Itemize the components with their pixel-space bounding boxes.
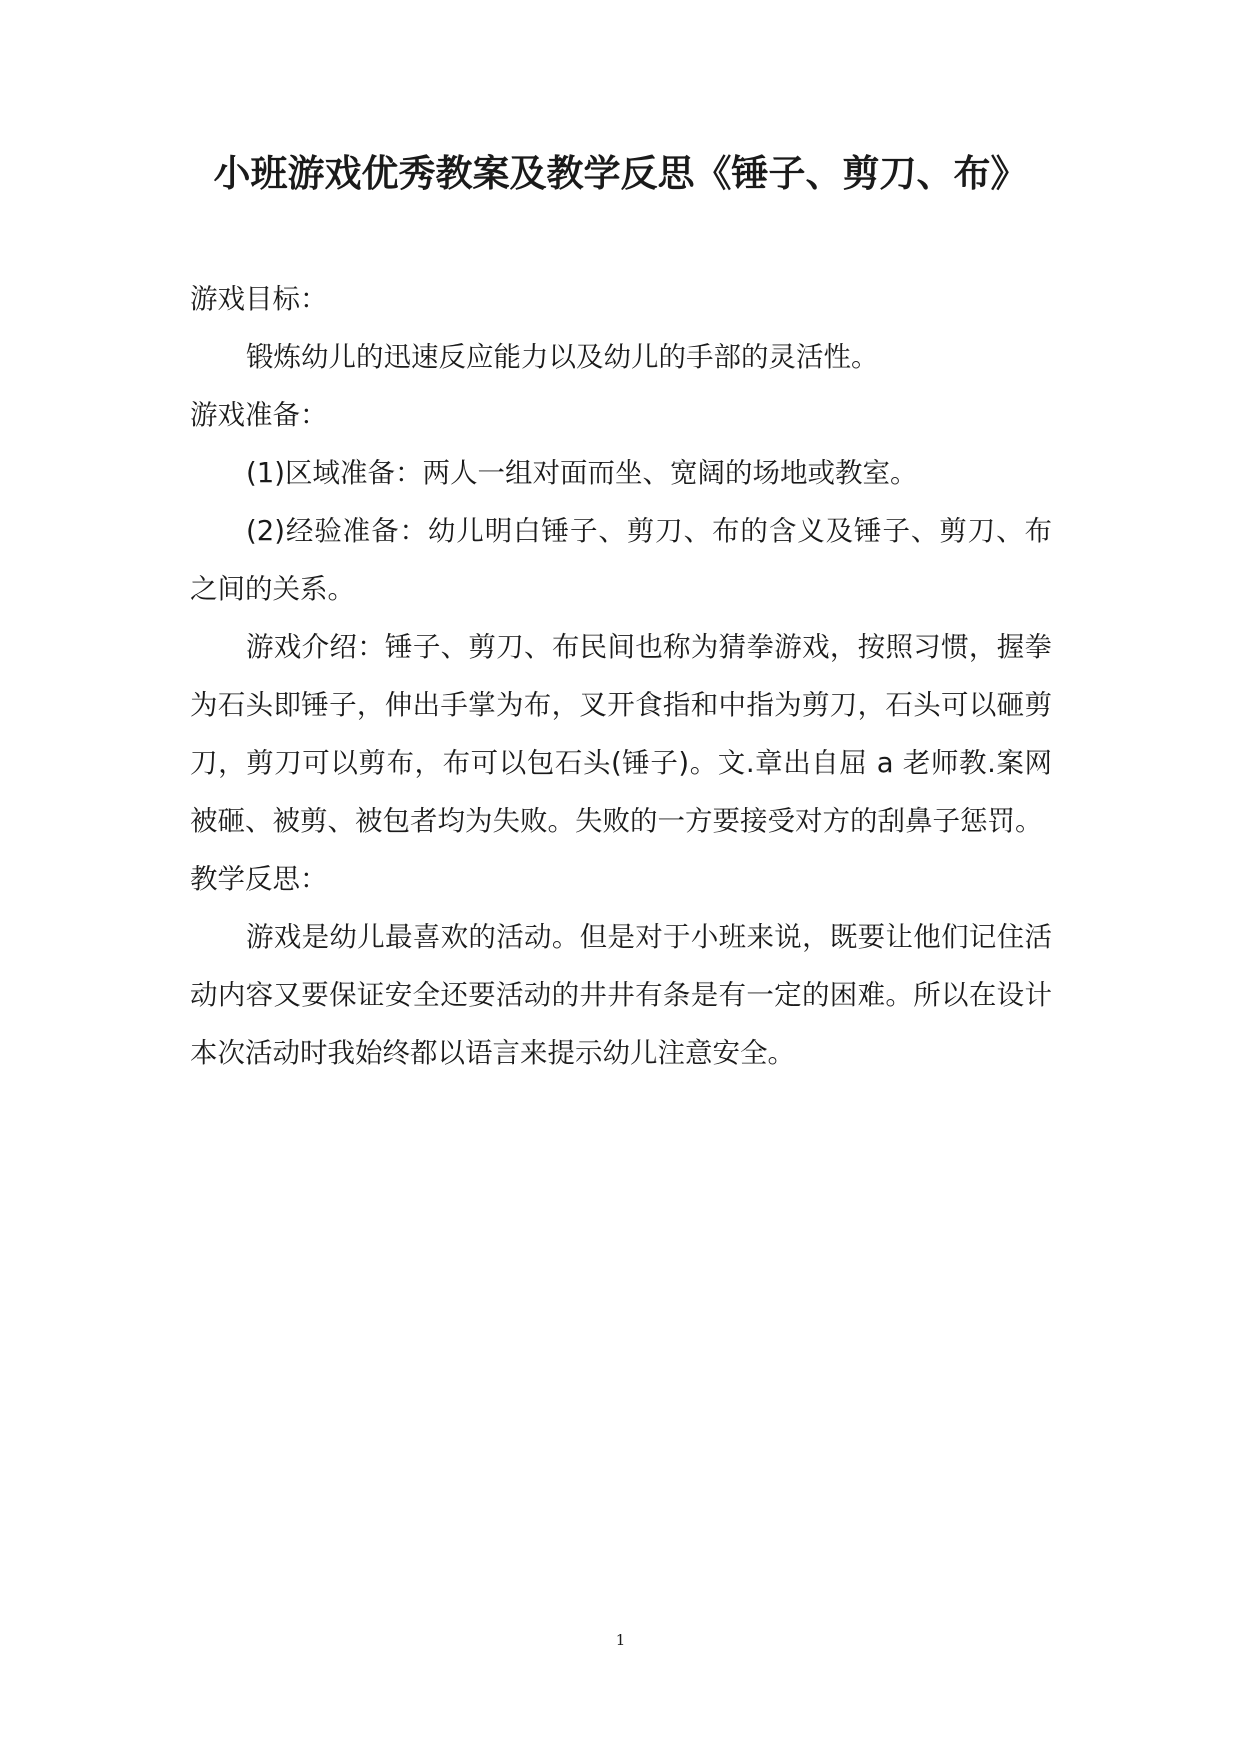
game-introduction-paragraph: 游戏介绍：锤子、剪刀、布民间也称为猜拳游戏，按照习惯，握拳为石头即锤子，伸出手掌为布，叉开食指和中指为剪刀，石头可以砸剪刀，剪刀可以剪布，布可以包石头(锤子)。文.章出自屈 a 老师教.案网被砸、被剪、被包者均为失败。失败的一方要接受对方的刮鼻子惩罚。 <box>190 631 1052 837</box>
preparation-heading: 游戏准备： <box>190 399 328 431</box>
preparation-item-area: (1)区域准备：两人一组对面而坐、宽阔的场地或教室。 <box>246 457 918 489</box>
goal-paragraph: 锻炼幼儿的迅速反应能力以及幼儿的手部的灵活性。 <box>246 341 879 373</box>
document-body <box>190 270 1052 1082</box>
page-number: 1 <box>615 1631 626 1649</box>
reflection-heading: 教学反思： <box>190 863 328 895</box>
preparation-item-experience: (2)经验准备：幼儿明白锤子、剪刀、布的含义及锤子、剪刀、布之间的关系。 <box>190 515 1052 605</box>
document-title: 小班游戏优秀教案及教学反思《锤子、剪刀、布》 <box>213 151 1028 195</box>
reflection-paragraph: 游戏是幼儿最喜欢的活动。但是对于小班来说，既要让他们记住活动内容又要保证安全还要活动的井井有条是有一定的困难。所以在设计本次活动时我始终都以语言来提示幼儿注意安全。 <box>190 921 1052 1069</box>
goal-heading: 游戏目标： <box>190 283 328 315</box>
